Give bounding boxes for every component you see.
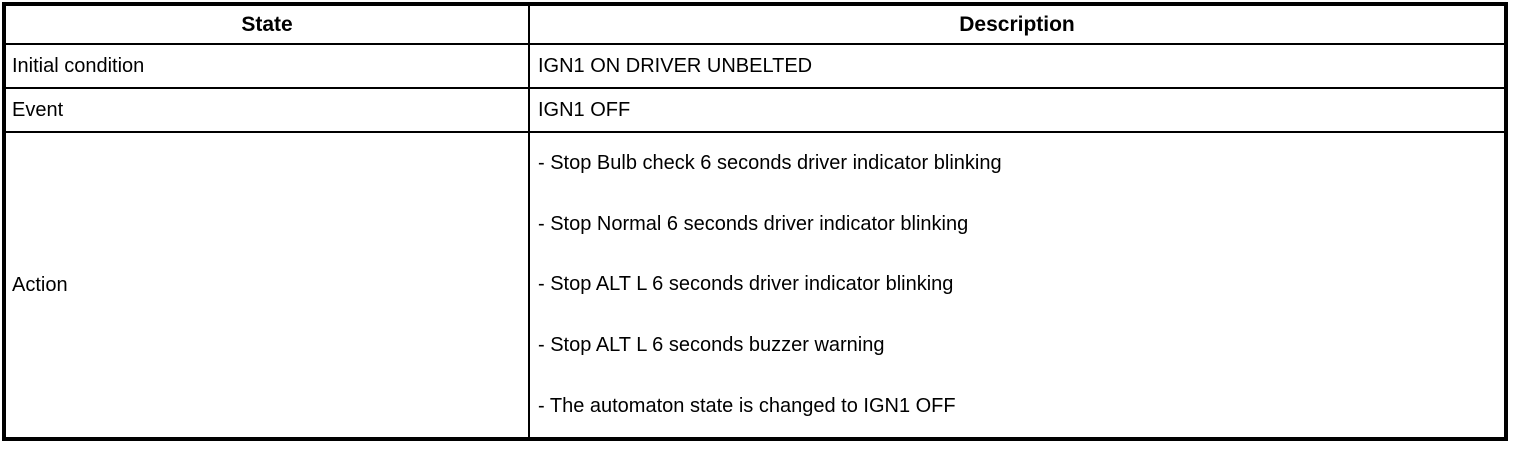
table-row-event bbox=[4, 88, 1506, 132]
action-item-stop-alt-l-indicator: - Stop ALT L 6 seconds driver indicator blinking bbox=[538, 273, 954, 296]
initial-condition-description: IGN1 ON DRIVER UNBELTED bbox=[529, 44, 1506, 88]
action-list bbox=[538, 133, 1504, 437]
action-item-automaton-state-change: - The automaton state is changed to IGN1 OFF bbox=[538, 395, 956, 418]
action-item-stop-normal: - Stop Normal 6 seconds driver indicator blinking bbox=[538, 212, 969, 235]
table-body bbox=[4, 44, 1506, 439]
state-description-table bbox=[2, 2, 1508, 441]
initial-condition-label: Initial condition bbox=[4, 44, 529, 88]
table-row-initial-condition bbox=[4, 44, 1506, 88]
header-row bbox=[4, 4, 1506, 44]
column-header-description: Description bbox=[529, 4, 1506, 44]
table-row-action bbox=[4, 132, 1506, 439]
action-label: Action bbox=[4, 132, 529, 439]
table-header bbox=[4, 4, 1506, 44]
action-item-stop-bulb-check: - Stop Bulb check 6 seconds driver indicator blinking bbox=[538, 151, 1002, 174]
column-header-state: State bbox=[4, 4, 529, 44]
event-description: IGN1 OFF bbox=[529, 88, 1506, 132]
event-label: Event bbox=[4, 88, 529, 132]
action-item-stop-alt-l-buzzer: - Stop ALT L 6 seconds buzzer warning bbox=[538, 334, 885, 357]
action-description-cell bbox=[529, 132, 1506, 439]
